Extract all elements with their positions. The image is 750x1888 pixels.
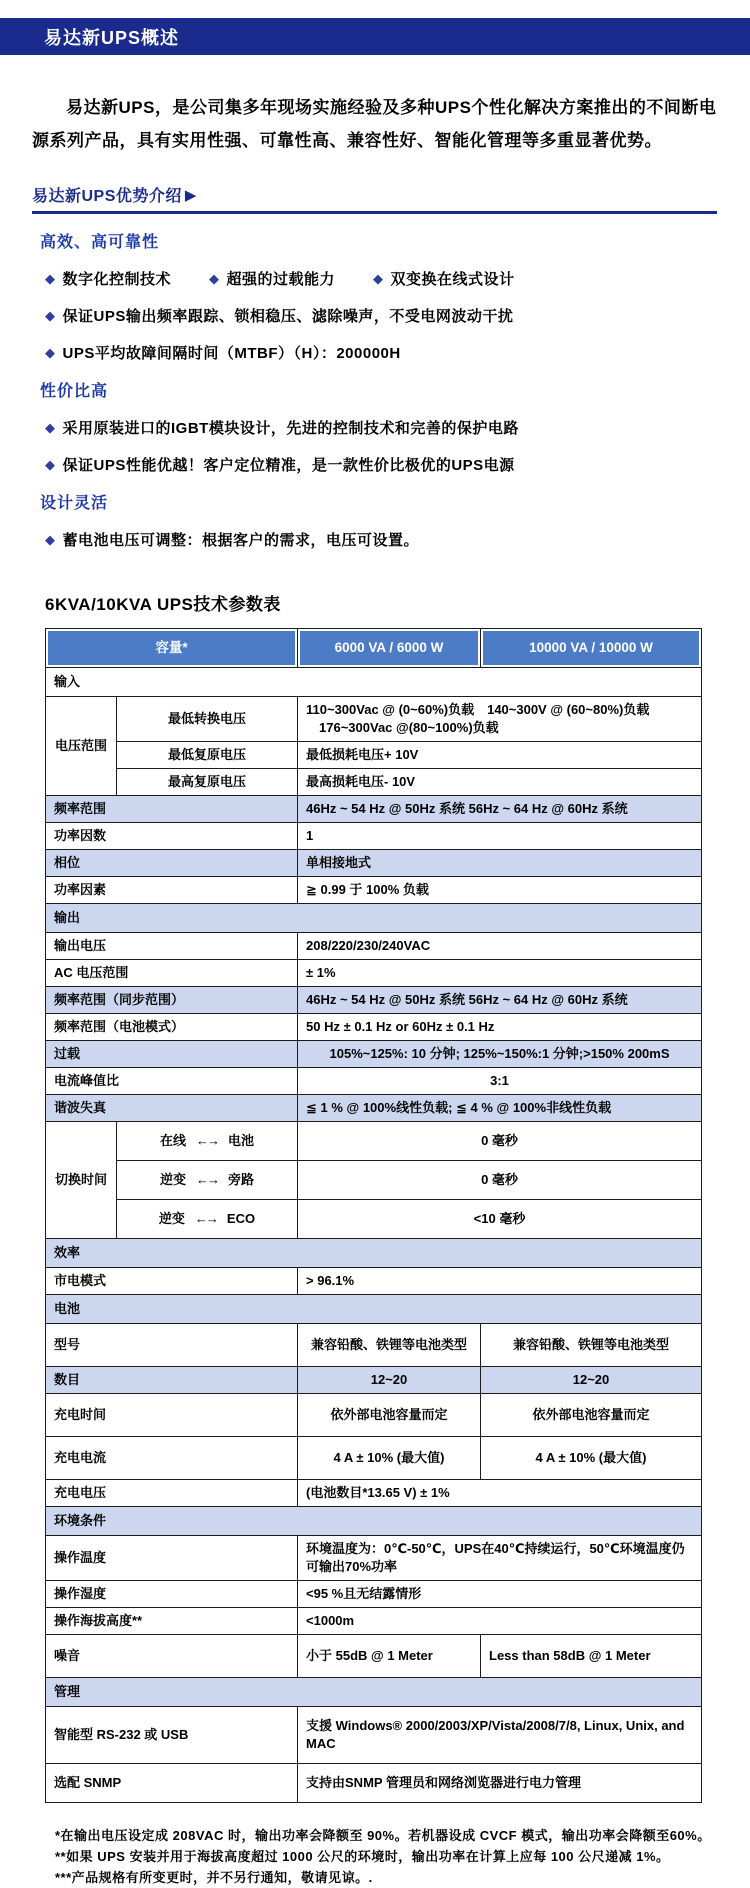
table-row — [46, 629, 702, 668]
sub-label-cell: 最高复原电压 — [117, 769, 298, 796]
row-label-cell: 市电模式 — [46, 1268, 298, 1295]
page-header — [0, 18, 750, 55]
table-row — [46, 796, 702, 823]
footnote: *在输出电压设定成 208VAC 时，输出功率会降额至 90%。若机器设成 CVCF 模式，输出功率会降额至60%。 — [55, 1828, 711, 1843]
switch-modes-cell — [117, 1122, 298, 1161]
bullet-row — [45, 342, 750, 363]
value-cell-6kva: 12~20 — [298, 1367, 481, 1394]
table-row — [46, 742, 702, 769]
row-label-cell: 电流峰值比 — [46, 1068, 298, 1095]
row-label-cell: 功率因素 — [46, 877, 298, 904]
row-label-cell: 充电电压 — [46, 1480, 298, 1507]
bullet-text: 保证UPS输出频率跟踪、锁相稳压、滤除噪声，不受电网波动干扰 — [62, 308, 514, 325]
bullet-row — [45, 454, 750, 475]
table-row — [46, 933, 702, 960]
value-cell: <1000m — [298, 1608, 702, 1635]
section-label-cell: 输出 — [46, 904, 702, 933]
row-label-cell: 操作湿度 — [46, 1581, 298, 1608]
arrow-right-icon: ▶ — [184, 186, 197, 204]
table-row — [46, 1041, 702, 1068]
value-cell: > 96.1% — [298, 1268, 702, 1295]
table-row — [46, 1068, 702, 1095]
value-cell: ≦ 1 % @ 100%线性负载; ≦ 4 % @ 100%非线性负载 — [298, 1095, 702, 1122]
page-title: 易达新UPS概述 — [44, 27, 180, 48]
bullet-text: 数字化控制技术 — [62, 271, 172, 288]
row-label-cell: 功率因数 — [46, 823, 298, 850]
value-cell: 0 毫秒 — [298, 1161, 702, 1200]
value-cell: ± 1% — [298, 960, 702, 987]
table-row — [46, 1437, 702, 1480]
bullet-row — [45, 268, 750, 289]
value-cell: 支援 Windows® 2000/2003/XP/Vista/2008/7/8, Linux, Unix, and MAC — [298, 1707, 702, 1764]
section-label-cell: 效率 — [46, 1239, 702, 1268]
value-cell: <95 %且无结露情形 — [298, 1581, 702, 1608]
switch-from-label: 逆变 — [159, 1172, 186, 1187]
footnotes — [55, 1825, 750, 1888]
sub-label-cell: 最低复原电压 — [117, 742, 298, 769]
bullet-text: 采用原装进口的IGBT模块设计，先进的控制技术和完善的保护电路 — [62, 420, 519, 437]
row-label-cell: 相位 — [46, 850, 298, 877]
value-cell: 110~300Vac @ (0~60%)负载 140~300V @ (60~80%)负载 176~300Vac @(80~100%)负载 — [298, 697, 702, 742]
value-cell: 1 — [298, 823, 702, 850]
diamond-icon: ◆ — [45, 531, 56, 547]
row-label-cell: 充电电流 — [46, 1437, 298, 1480]
diamond-icon: ◆ — [373, 270, 384, 286]
table-row — [46, 1394, 702, 1437]
table-row — [46, 877, 702, 904]
switch-modes-cell — [117, 1200, 298, 1239]
value-cell: 最高损耗电压- 10V — [298, 769, 702, 796]
bullet-item — [45, 305, 513, 326]
row-label-cell: 过载 — [46, 1041, 298, 1068]
sub-label-cell: 最低转换电压 — [117, 697, 298, 742]
row-label-cell: 谐波失真 — [46, 1095, 298, 1122]
bidirectional-arrow-icon: ←→ — [196, 1172, 218, 1187]
switch-to-label: ECO — [226, 1211, 256, 1226]
value-cell-6kva: 依外部电池容量而定 — [298, 1394, 481, 1437]
section-label-cell: 环境条件 — [46, 1507, 702, 1536]
table-row — [46, 960, 702, 987]
value-cell-10kva: 兼容铅酸、铁锂等电池类型 — [481, 1324, 702, 1367]
diamond-icon: ◆ — [45, 307, 56, 323]
section-label-cell: 电池 — [46, 1295, 702, 1324]
row-label-cell: 操作海拔高度** — [46, 1608, 298, 1635]
group-label-cell: 电压范围 — [46, 697, 117, 796]
value-cell: 208/220/230/240VAC — [298, 933, 702, 960]
value-cell: 46Hz ~ 54 Hz @ 50Hz 系统 56Hz ~ 64 Hz @ 60Hz 系统 — [298, 987, 702, 1014]
value-cell: ≧ 0.99 于 100% 负载 — [298, 877, 702, 904]
diamond-icon: ◆ — [45, 456, 56, 472]
table-row — [46, 1095, 702, 1122]
value-cell-10kva: Less than 58dB @ 1 Meter — [481, 1635, 702, 1678]
bullet-item — [45, 268, 171, 289]
table-row — [46, 1536, 702, 1581]
footnote: **如果 UPS 安装并用于海拔高度超过 1000 公尺的环境时，输出功率在计算上应每 100 公尺递减 1%。 — [55, 1849, 670, 1864]
row-label-cell: 选配 SNMP — [46, 1764, 298, 1803]
diamond-icon: ◆ — [45, 344, 56, 360]
bullet-item — [209, 268, 335, 289]
bullet-text: UPS平均故障间隔时间（MTBF）（H）：200000H — [62, 345, 401, 362]
table-row — [46, 1581, 702, 1608]
table-row — [46, 1764, 702, 1803]
column-header: 6000 VA / 6000 W — [298, 629, 481, 668]
footnote: ***产品规格有所变更时，并不另行通知，敬请见谅。. — [55, 1870, 373, 1885]
value-cell: 50 Hz ± 0.1 Hz or 60Hz ± 0.1 Hz — [298, 1014, 702, 1041]
table-row — [46, 1480, 702, 1507]
value-cell: 环境温度为：0℃-50℃，UPS在40℃持续运行，50℃环境温度仍可输出70%功率 — [298, 1536, 702, 1581]
value-cell-10kva: 依外部电池容量而定 — [481, 1394, 702, 1437]
bullet-text: 超强的过载能力 — [226, 271, 336, 288]
intro-paragraph: 易达新UPS，是公司集多年现场实施经验及多种UPS个性化解决方案推出的不间断电源系列产品，具有实用性强、可靠性高、兼容性好、智能化管理等多重显著优势。 — [32, 98, 717, 150]
value-cell-6kva: 兼容铅酸、铁锂等电池类型 — [298, 1324, 481, 1367]
column-header: 容量* — [46, 629, 298, 668]
table-row — [46, 1324, 702, 1367]
advantage-heading: 性价比高 — [40, 383, 109, 400]
row-label-cell: 操作温度 — [46, 1536, 298, 1581]
bullet-item — [45, 417, 519, 438]
value-cell: 支持由SNMP 管理员和网络浏览器进行电力管理 — [298, 1764, 702, 1803]
switch-from-label: 在线 — [159, 1133, 186, 1148]
value-cell: (电池数目*13.65 V) ± 1% — [298, 1480, 702, 1507]
table-row — [46, 1608, 702, 1635]
switch-from-label: 逆变 — [158, 1211, 185, 1226]
row-label-cell: 充电时间 — [46, 1394, 298, 1437]
bullet-item — [373, 268, 515, 289]
table-row — [46, 1295, 702, 1324]
diamond-icon: ◆ — [45, 270, 56, 286]
bullet-text: 蓄电池电压可调整：根据客户的需求，电压可设置。 — [62, 532, 420, 549]
table-row — [46, 823, 702, 850]
row-label-cell: 频率范围 — [46, 796, 298, 823]
row-label-cell: 数目 — [46, 1367, 298, 1394]
value-cell-6kva: 小于 55dB @ 1 Meter — [298, 1635, 481, 1678]
advantage-heading: 设计灵活 — [40, 495, 109, 512]
table-row — [46, 850, 702, 877]
bullet-item — [45, 454, 515, 475]
table-row — [46, 1367, 702, 1394]
section-label-cell: 输入 — [46, 668, 702, 697]
table-row — [46, 1200, 702, 1239]
table-row — [46, 697, 702, 742]
value-cell: 最低损耗电压+ 10V — [298, 742, 702, 769]
value-cell-10kva: 12~20 — [481, 1367, 702, 1394]
section-label-cell: 管理 — [46, 1678, 702, 1707]
bullet-item — [45, 342, 401, 363]
row-label-cell: 噪音 — [46, 1635, 298, 1678]
table-row — [46, 904, 702, 933]
bullet-text: 保证UPS性能优越！客户定位精准，是一款性价比极优的UPS电源 — [62, 457, 515, 474]
row-label-cell: 输出电压 — [46, 933, 298, 960]
page — [0, 18, 750, 1885]
advantages-section-header — [32, 183, 717, 214]
value-cell: 105%~125%: 10 分钟; 125%~150%:1 分钟;>150% 200mS — [298, 1041, 702, 1068]
table-row — [46, 1678, 702, 1707]
advantages-section-title-text: 易达新UPS优势介绍 — [32, 188, 182, 205]
row-label-cell: 频率范围（同步范围） — [46, 987, 298, 1014]
column-header: 10000 VA / 10000 W — [481, 629, 702, 668]
row-label-cell: 型号 — [46, 1324, 298, 1367]
value-cell: 0 毫秒 — [298, 1122, 702, 1161]
table-row — [46, 1014, 702, 1041]
bidirectional-arrow-icon: ←→ — [194, 1211, 217, 1226]
table-row — [46, 1122, 702, 1161]
specs-table-body — [46, 629, 702, 1803]
table-row — [46, 987, 702, 1014]
switch-modes-cell — [117, 1161, 298, 1200]
switch-to-label: 旁路 — [228, 1172, 255, 1187]
table-row — [46, 1707, 702, 1764]
group-label-cell: 切换时间 — [46, 1122, 117, 1239]
table-row — [46, 1635, 702, 1678]
switch-to-label: 电池 — [228, 1133, 255, 1148]
bullet-row — [45, 529, 750, 550]
specs-table — [45, 628, 702, 1803]
value-cell: <10 毫秒 — [298, 1200, 702, 1239]
row-label-cell: 频率范围（电池模式） — [46, 1014, 298, 1041]
table-row — [46, 1268, 702, 1295]
value-cell-6kva: 4 A ± 10% (最大值) — [298, 1437, 481, 1480]
row-label-cell: AC 电压范围 — [46, 960, 298, 987]
table-row — [46, 668, 702, 697]
bullet-row — [45, 417, 750, 438]
advantages-section-title — [32, 183, 197, 206]
diamond-icon: ◆ — [45, 419, 56, 435]
table-row — [46, 769, 702, 796]
bullet-text: 双变换在线式设计 — [390, 271, 515, 288]
table-title: 6KVA/10KVA UPS技术参数表 — [45, 595, 281, 614]
bullet-item — [45, 529, 419, 550]
diamond-icon: ◆ — [209, 270, 220, 286]
table-row — [46, 1161, 702, 1200]
row-label-cell: 智能型 RS-232 或 USB — [46, 1707, 298, 1764]
value-cell-10kva: 4 A ± 10% (最大值) — [481, 1437, 702, 1480]
table-row — [46, 1507, 702, 1536]
bullet-row — [45, 305, 750, 326]
bidirectional-arrow-icon: ←→ — [196, 1133, 218, 1148]
advantage-heading: 高效、高可靠性 — [40, 234, 160, 251]
value-cell: 46Hz ~ 54 Hz @ 50Hz 系统 56Hz ~ 64 Hz @ 60Hz 系统 — [298, 796, 702, 823]
value-cell: 3:1 — [298, 1068, 702, 1095]
table-row — [46, 1239, 702, 1268]
value-cell: 单相接地式 — [298, 850, 702, 877]
